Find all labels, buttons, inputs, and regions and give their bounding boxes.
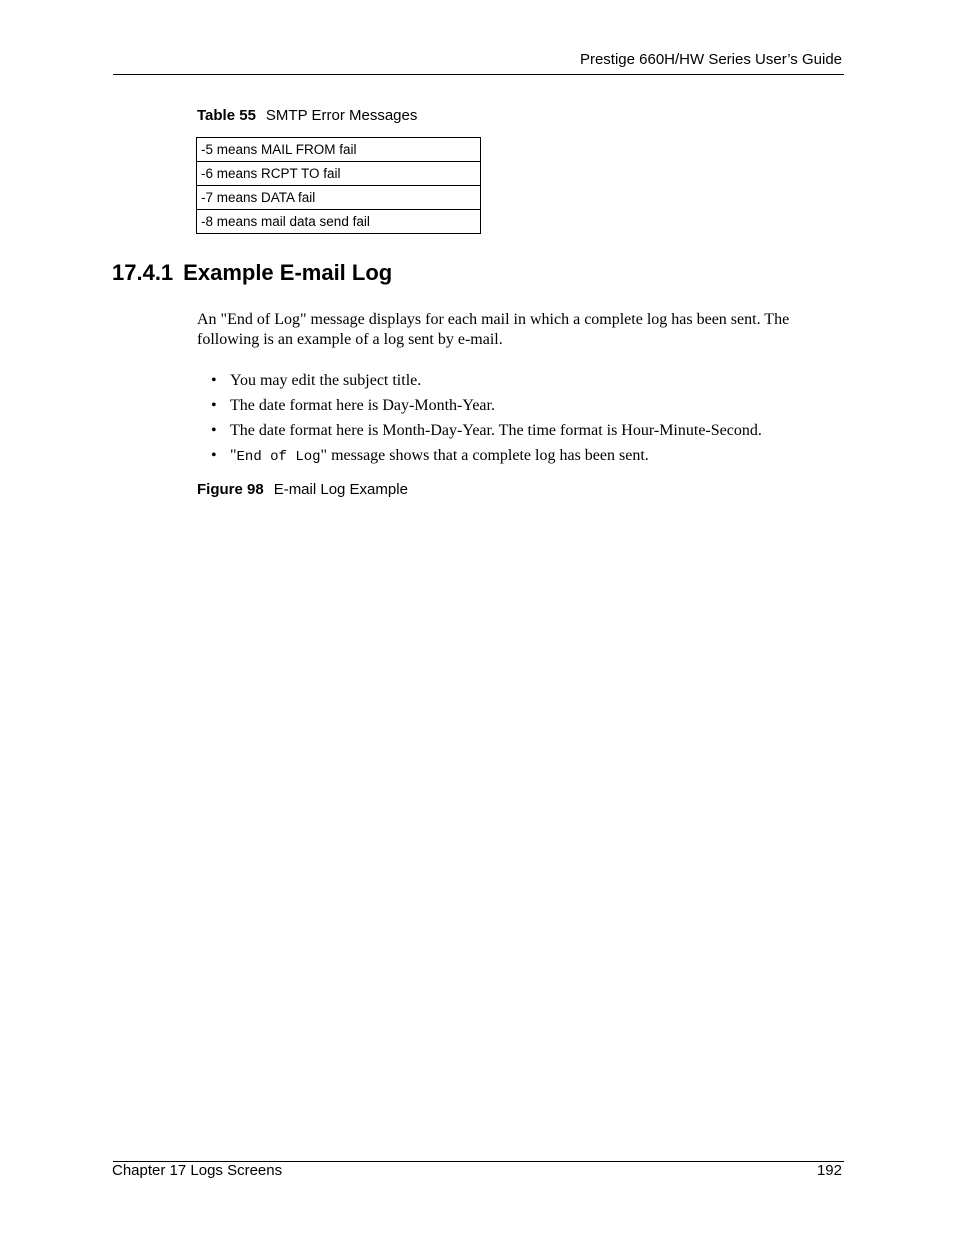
bullet-dot: • — [211, 447, 217, 464]
list-item — [197, 421, 762, 446]
table-row — [197, 138, 481, 162]
footer-page-number: 192 — [816, 1162, 842, 1179]
header-rule — [113, 74, 844, 75]
bullet-text: The date format here is Month-Day-Year. The time format is Hour-Minute-Second. — [230, 422, 762, 439]
bullet-dot: • — [211, 397, 217, 414]
list-item — [197, 371, 762, 396]
table-cell: -6 means RCPT TO fail — [197, 162, 481, 186]
bullet-open-quote: " — [230, 447, 237, 464]
section-paragraph: An "End of Log" message displays for each mail in which a complete log has been sent. The following is an example of a log sent by e-mail. — [197, 311, 790, 348]
section-heading — [112, 260, 392, 286]
bullet-dot: • — [211, 422, 217, 439]
figure-caption-title: E-mail Log Example — [273, 481, 408, 498]
footer-chapter: Chapter 17 Logs Screens — [112, 1162, 283, 1179]
page-header-title: Prestige 660H/HW Series User’s Guide — [579, 51, 842, 68]
table-caption — [197, 107, 417, 124]
table-row — [197, 186, 481, 210]
table-cell: -7 means DATA fail — [197, 186, 481, 210]
table-cell: -8 means mail data send fail — [197, 210, 481, 234]
figure-caption — [197, 481, 408, 498]
bullet-text: You may edit the subject title. — [230, 372, 422, 389]
bullet-list — [197, 371, 762, 471]
figure-caption-label: Figure 98 — [197, 481, 264, 498]
table-caption-label: Table 55 — [197, 107, 256, 124]
table-caption-title: SMTP Error Messages — [265, 107, 418, 124]
smtp-error-table — [196, 137, 481, 234]
section-title: Example E-mail Log — [183, 260, 393, 285]
table-row — [197, 210, 481, 234]
table-cell: -5 means MAIL FROM fail — [197, 138, 481, 162]
code-end-of-log: End of Log — [236, 449, 321, 465]
bullet-dot: • — [211, 372, 217, 389]
bullet-text: The date format here is Day-Month-Year. — [230, 397, 495, 414]
list-item — [197, 446, 762, 471]
section-number: 17.4.1 — [112, 260, 174, 285]
table-row — [197, 162, 481, 186]
list-item — [197, 396, 762, 421]
bullet-text: " message shows that a complete log has been sent. — [320, 447, 649, 464]
